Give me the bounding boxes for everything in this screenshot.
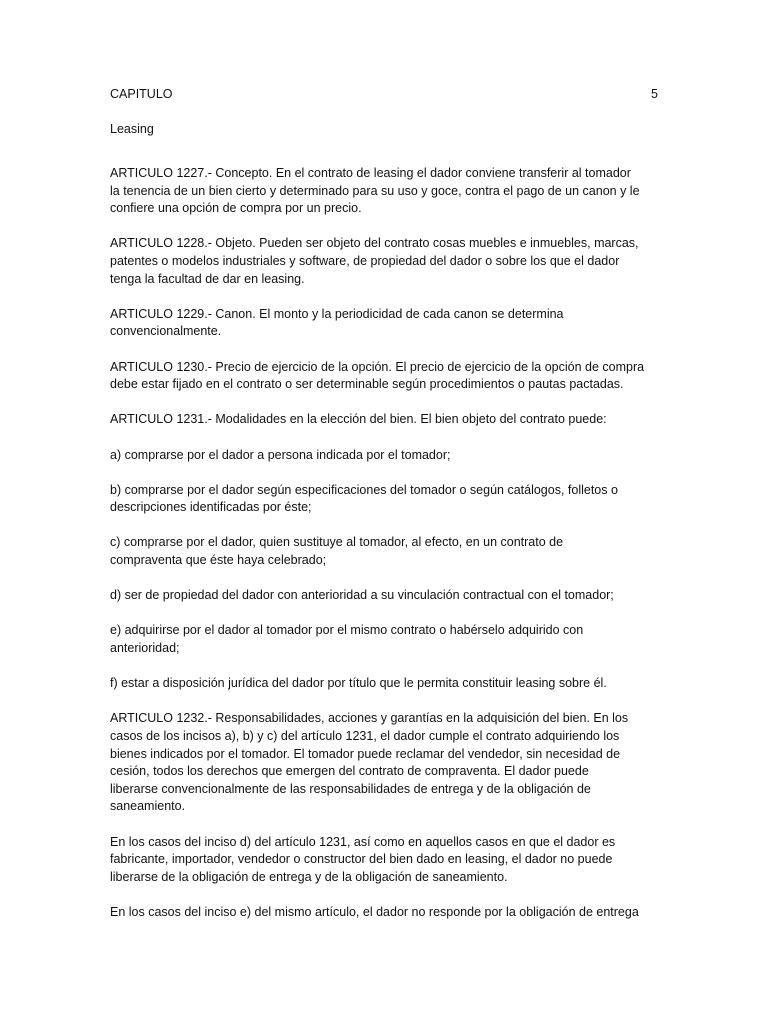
text-line: la tenencia de un bien cierto y determinado para su uso y goce, contra el pago de un canon y le: [110, 183, 640, 198]
paragraph: [110, 306, 660, 341]
text-line: b) comprarse por el dador según especificaciones del tomador o según catálogos, folletos o: [110, 482, 618, 497]
text-line: cesión, todos los derechos que emergen del contrato de compraventa. El dador puede: [110, 764, 589, 779]
text-line: a) comprarse por el dador a persona indicada por el tomador;: [110, 447, 451, 462]
text-line: ARTICULO 1229.- Canon. El monto y la periodicidad de cada canon se determina: [110, 306, 564, 321]
text-line: En los casos del inciso d) del artículo 1231, así como en aquellos casos en que el dador es: [110, 834, 616, 849]
text-line: En los casos del inciso e) del mismo artículo, el dador no responde por la obligación de entrega: [110, 904, 639, 919]
text-line: ARTICULO 1231.- Modalidades en la elección del bien. El bien objeto del contrato puede:: [110, 412, 607, 427]
text-line: saneamiento.: [110, 799, 186, 814]
text-line: e) adquirirse por el dador al tomador por el mismo contrato o habérselo adquirido con: [110, 623, 584, 638]
paragraph: [110, 411, 660, 429]
text-line: ARTICULO 1227.- Concepto. En el contrato de leasing el dador conviene transferir al tomador: [110, 166, 631, 180]
text-line: bienes indicados por el tomador. El tomador puede reclamar del vendedor, sin necesidad de: [110, 746, 621, 761]
text-line: liberarse de la obligación de entrega y de la obligación de saneamiento.: [110, 869, 508, 884]
text-line: tenga la facultad de dar en leasing.: [110, 271, 305, 286]
paragraph: [110, 587, 660, 605]
paragraph: [110, 834, 660, 887]
chapter-number: 5: [651, 87, 658, 101]
paragraph: [110, 359, 660, 394]
paragraph: [110, 710, 660, 816]
text-line: descripciones identificadas por éste;: [110, 500, 312, 515]
text-line: anterioridad;: [110, 641, 180, 656]
text-line: ARTICULO 1228.- Objeto. Pueden ser objeto del contrato cosas muebles e inmuebles, marcas,: [110, 236, 639, 251]
text-line: fabricante, importador, vendedor o constructor del bien dado en leasing, el dador no puede: [110, 852, 613, 867]
text-line: f) estar a disposición jurídica del dador por título que le permita constituir leasing sobre él.: [110, 676, 607, 691]
paragraph: [110, 534, 660, 569]
text-line: confiere una opción de compra por un precio.: [110, 201, 362, 216]
paragraph: [110, 482, 660, 517]
text-line: patentes o modelos industriales y software, de propiedad del dador o sobre los que el dador: [110, 253, 620, 268]
paragraph: [110, 904, 660, 922]
chapter-header: [110, 86, 658, 103]
document-body: [110, 165, 660, 922]
section-title: Leasing: [110, 122, 154, 136]
paragraph: [110, 235, 660, 288]
text-line: c) comprarse por el dador, quien sustituye al tomador, al efecto, en un contrato de: [110, 535, 564, 550]
text-line: ARTICULO 1232.- Responsabilidades, acciones y garantías en la adquisición del bien. En los: [110, 711, 629, 726]
chapter-label: CAPITULO: [110, 87, 173, 101]
text-line: ARTICULO 1230.- Precio de ejercicio de la opción. El precio de ejercicio de la opción de compra: [110, 359, 645, 374]
text-line: compraventa que éste haya celebrado;: [110, 553, 327, 568]
text-line: debe estar fijado en el contrato o ser determinable según procedimientos o pautas pactadas.: [110, 377, 624, 392]
paragraph: [110, 622, 660, 657]
paragraph: [110, 165, 660, 218]
paragraph: [110, 447, 660, 465]
text-line: casos de los incisos a), b) y c) del artículo 1231, el dador cumple el contrato adquiriendo los: [110, 729, 620, 743]
text-line: d) ser de propiedad del dador con anterioridad a su vinculación contractual con el tomador;: [110, 588, 614, 603]
paragraph: [110, 675, 660, 693]
text-line: liberarse convencionalmente de las responsabilidades de entrega y de la obligación de: [110, 781, 591, 796]
text-line: convencionalmente.: [110, 324, 222, 339]
